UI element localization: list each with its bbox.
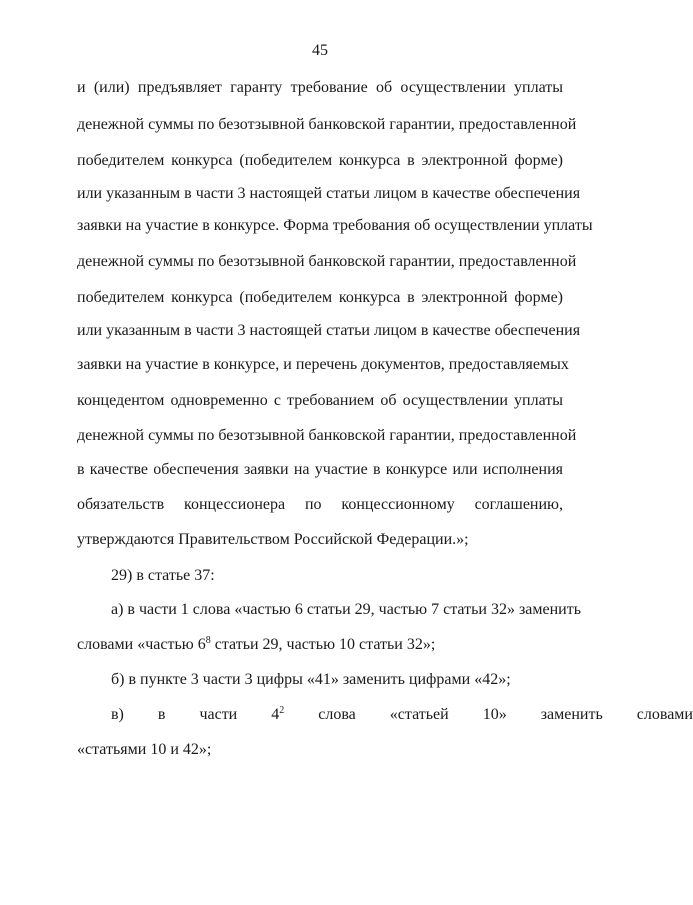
text-line: и (или) предъявляет гаранту требование об осуществлении уплаты [77,79,563,96]
item-v-line-2: «статьями 10 и 42»; [77,741,212,758]
text-line: денежной суммы по безотзывной банковской гарантии, предоставленной [77,427,577,444]
text-line: заявки на участие в конкурсе, и перечень документов, предоставляемых [77,356,569,373]
text-line: обязательств концессионера по концессионному соглашению, [77,496,563,513]
item-a-line-2: словами «частью $6^8$ статьи 29, частью 10 статьи 32»; [77,635,436,653]
list-item-29: 29) в статье 37: [111,567,215,584]
text-line: утверждаются Правительством Российской Федерации.»; [77,531,469,548]
text-line: победителем конкурса (победителем конкурса в электронной форме) [77,289,563,306]
item-v-line-1: в) в части $4^2$ слова «статьей 10» заменить словами [111,705,693,723]
text-line: или указанным в части 3 настоящей статьи лицом в качестве обеспечения [77,185,581,202]
text-line: в качестве обеспечения заявки на участие в конкурсе или исполнения [77,461,563,478]
text-line: денежной суммы по безотзывной банковской гарантии, предоставленной [77,253,577,270]
text-line: или указанным в части 3 настоящей статьи лицом в качестве обеспечения [77,322,581,339]
item-b: б) в пункте 3 части 3 цифры «41» заменить цифрами «42»; [111,671,511,688]
item-a-line-1: а) в части 1 слова «частью 6 статьи 29, частью 7 статьи 32» заменить [111,601,582,618]
text-line: денежной суммы по безотзывной банковской гарантии, предоставленной [77,116,577,133]
text-line: победителем конкурса (победителем конкурса в электронной форме) [77,152,563,169]
page-number: 45 [312,42,328,59]
text-line: заявки на участие в конкурсе. Форма требования об осуществлении уплаты [77,217,593,234]
text-line: концедентом одновременно с требованием об осуществлении уплаты [77,392,563,409]
